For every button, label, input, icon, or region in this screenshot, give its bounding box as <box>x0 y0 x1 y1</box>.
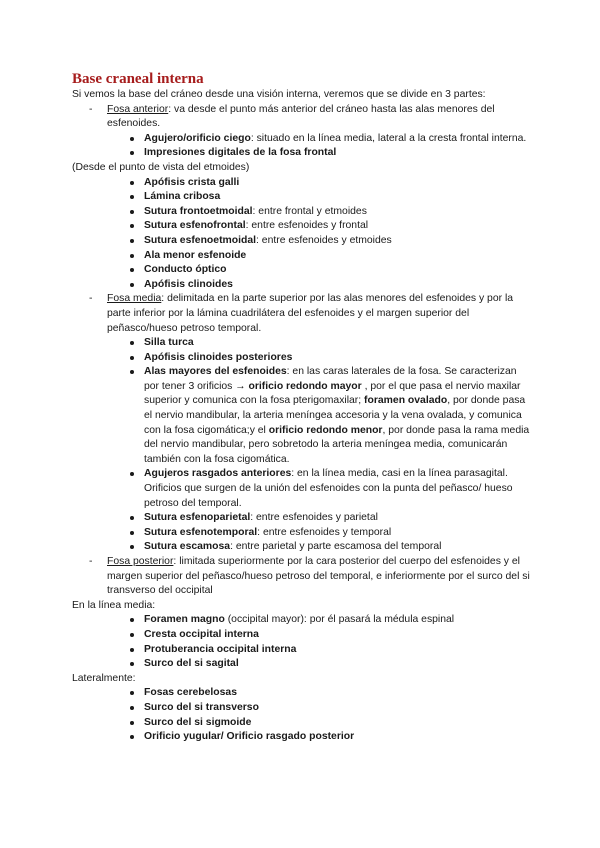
page-title: Base craneal interna <box>72 71 204 87</box>
list-item: Sutura frontoetmoidal: entre frontal y etmoides <box>144 205 532 220</box>
list-item: Agujero/orificio ciego: situado en la línea media, lateral a la cresta frontal interna. <box>144 132 532 147</box>
list-item: Sutura esfenoparietal: entre esfenoides y parietal <box>144 511 532 526</box>
intro-paragraph: Si vemos la base del cráneo desde una visión interna, veremos que se divide en 3 partes: <box>72 89 486 100</box>
lateral-list <box>72 686 532 744</box>
section-heading: Fosa media <box>107 293 162 305</box>
section-heading: Fosa posterior <box>107 556 174 567</box>
list-item: Sutura esfenotemporal: entre esfenoides y temporal <box>144 526 532 541</box>
list-item-alas-mayores: Alas mayores del esfenoides: en las caras laterales de la fosa. Se caracterizan por tener 3 orificios → orificio redondo mayor , por el que pasa el nervio maxilar superior y comunica con la fosa pterigomaxilar; foramen ovalado, por donde pasa el nervio mandibular, la arteria meníngea accesoria y la vena ovalada, y comunica con la fosa cigomática;y el orificio redondo menor, por donde pasa la rama media del nervio mandibular, pero sobretodo la arteria meníngea media, comunicarán también con la fosa cigomática. <box>144 365 532 467</box>
list-item: Foramen magno (occipital mayor): por él pasará la médula espinal <box>144 613 532 628</box>
dash-marker: - <box>89 293 93 305</box>
list-item: Conducto óptico <box>144 263 532 278</box>
list-item: Lámina cribosa <box>144 190 532 205</box>
document-body <box>72 88 532 745</box>
fosa-media-list <box>72 336 532 555</box>
list-item: Silla turca <box>144 336 532 351</box>
linea-media-label: En la línea media: <box>72 599 156 611</box>
section-description: : delimitada en la parte superior por las alas menores del esfenoides y por la parte inferior por la lámina cuadrilátera del esfenoides y el margen superior del peñasco/hueso petroso temporal. <box>107 293 514 334</box>
list-item: Sutura escamosa: entre parietal y parte escamosa del temporal <box>144 540 532 555</box>
list-item: Sutura esfenofrontal: entre esfenoides y frontal <box>144 219 532 234</box>
fosa-anterior-list <box>72 132 532 161</box>
section-fosa-anterior <box>89 103 532 132</box>
etmoides-list <box>72 176 532 293</box>
section-heading: Fosa anterior <box>107 103 169 115</box>
etmoides-note: (Desde el punto de vista del etmoides) <box>72 161 250 173</box>
section-fosa-posterior <box>89 555 532 599</box>
dash-marker: - <box>89 103 93 115</box>
lateral-label: Lateralmente: <box>72 672 136 684</box>
list-item: Surco del si sigmoide <box>144 716 532 731</box>
list-item: Apófisis clinoides posteriores <box>144 351 532 366</box>
list-item: Cresta occipital interna <box>144 628 532 643</box>
list-item: Ala menor esfenoide <box>144 249 532 264</box>
list-item: Agujeros rasgados anteriores: en la línea media, casi en la línea parasagital. Orificios que surgen de la unión del esfenoides con la punta del peñasco/ hueso petroso del temporal. <box>144 467 532 511</box>
list-item: Sutura esfenoetmoidal: entre esfenoides y etmoides <box>144 234 532 249</box>
list-item: Surco del si transverso <box>144 701 532 716</box>
list-item: Surco del si sagital <box>144 657 532 672</box>
list-item: Impresiones digitales de la fosa frontal <box>144 146 532 161</box>
dash-marker: - <box>89 556 93 567</box>
list-item: Protuberancia occipital interna <box>144 643 532 658</box>
linea-media-list <box>72 613 532 671</box>
section-fosa-media <box>89 292 532 336</box>
list-item: Orificio yugular/ Orificio rasgado posterior <box>144 730 532 745</box>
section-description: : limitada superiormente por la cara posterior del cuerpo del esfenoides y el margen superior del peñasco/hueso petroso del temporal, e inferiormente por el surco del si transverso del occipital <box>107 556 530 597</box>
section-description: : va desde el punto más anterior del cráneo hasta las alas menores del esfenoides. <box>107 103 495 130</box>
list-item: Apófisis clinoides <box>144 278 532 293</box>
list-item: Fosas cerebelosas <box>144 686 532 701</box>
list-item: Apófisis crista galli <box>144 176 532 191</box>
